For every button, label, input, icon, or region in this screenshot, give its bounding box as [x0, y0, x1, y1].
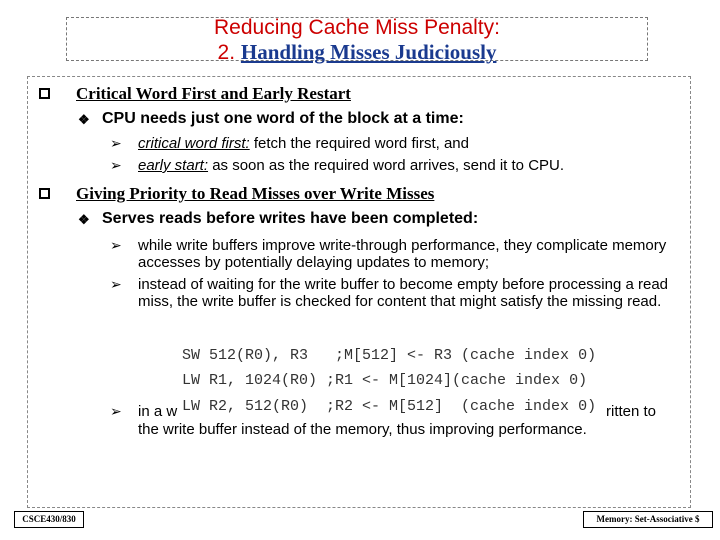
- section2-bullet-3-prefix: in a w: [138, 403, 178, 420]
- section2-sub: Serves reads before writes have been completed:: [102, 210, 479, 227]
- arrow-bullet-icon: ➢: [110, 135, 122, 151]
- title-box: [66, 16, 648, 64]
- arrow-bullet-icon: ➢: [110, 276, 122, 292]
- title-subtitle: Handling Misses Judiciously: [240, 40, 497, 64]
- diamond-bullet-icon: ❖: [78, 112, 90, 127]
- footer-topic: Memory: Set-Associative $: [583, 511, 713, 528]
- code-line-2: LW R1, 1024(R0) ;R1 <- M[1024](cache index 0): [182, 372, 588, 389]
- section1-sub: CPU needs just one word of the block at a time:: [102, 110, 464, 127]
- section2-bullet-1: while write buffers improve write-through performance, they complicate memory accesses by potentially delaying updates to memory;: [138, 237, 667, 271]
- arrow-bullet-icon: ➢: [110, 237, 122, 253]
- section1-bullet-2: [138, 157, 564, 174]
- section2-bullet-3-line2: the write buffer instead of the memory, thus improving performance.: [138, 421, 587, 438]
- bullet-text: as soon as the required word arrives, send it to CPU.: [208, 157, 565, 174]
- title-line-1: Reducing Cache Miss Penalty:: [214, 16, 500, 39]
- code-line-1: SW 512(R0), R3 ;M[512] <- R3 (cache index 0): [182, 347, 597, 364]
- bullet-term: early start:: [138, 157, 209, 174]
- square-bullet-icon: [39, 188, 50, 199]
- section2-heading: Giving Priority to Read Misses over Write Misses: [76, 184, 435, 203]
- title-number: 2.: [217, 41, 236, 64]
- section1-bullet-1: [138, 135, 469, 152]
- title-line-2: [67, 40, 647, 65]
- diamond-bullet-icon: ❖: [78, 212, 90, 227]
- arrow-bullet-icon: ➢: [110, 403, 122, 419]
- bullet-term: critical word first:: [138, 135, 250, 152]
- arrow-bullet-icon: ➢: [110, 157, 122, 173]
- section2-bullet-3-suffix: ritten to: [606, 403, 657, 420]
- square-bullet-icon: [39, 88, 50, 99]
- section1-heading: Critical Word First and Early Restart: [76, 84, 351, 103]
- section2-bullet-2: instead of waiting for the write buffer to become empty before processing a read miss, the write buffer is checked for content that might satisfy the missing read.: [138, 276, 669, 310]
- code-line-3: LW R2, 512(R0) ;R2 <- M[512] (cache index 0): [182, 398, 597, 415]
- bullet-text: fetch the required word first, and: [249, 135, 469, 152]
- footer-course: CSCE430/830: [14, 511, 84, 528]
